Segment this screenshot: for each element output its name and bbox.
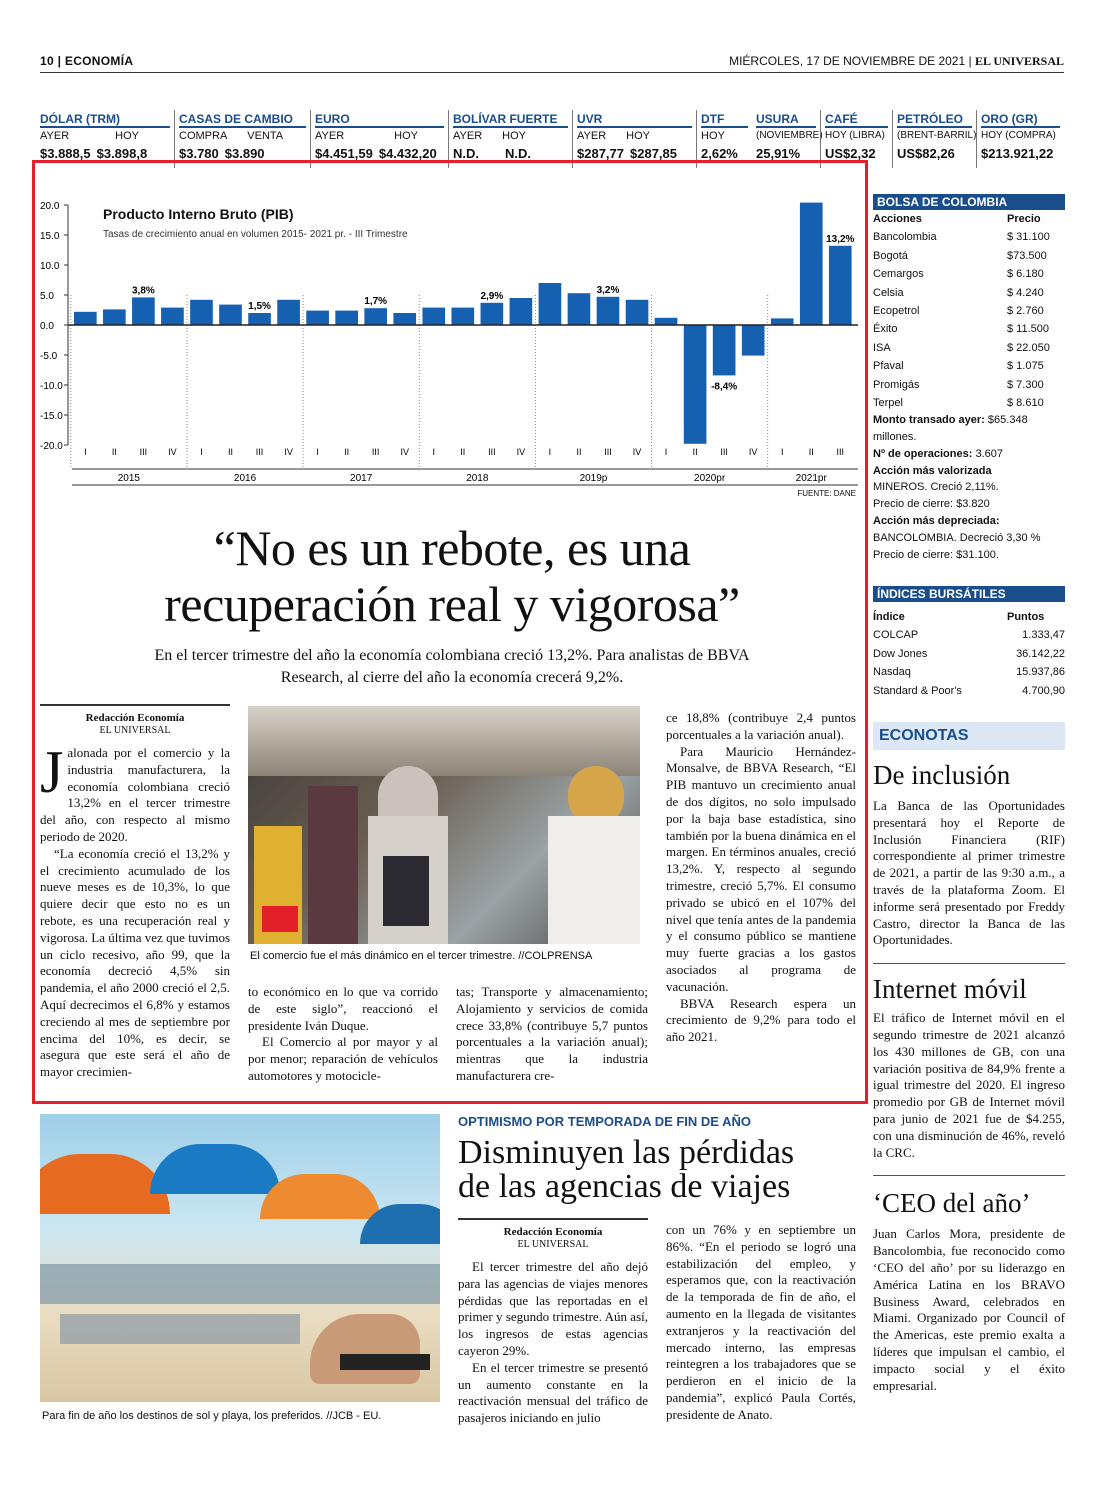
bar xyxy=(713,325,736,375)
bolsa-row: Bogotá $73.500 xyxy=(873,249,1047,262)
quarter-label: III xyxy=(488,447,496,457)
data-label: 2,9% xyxy=(480,290,504,302)
indices-panel: ÍNDICES BURSÁTILES Índice Puntos COLCAP 1.333,47 Dow Jones 36.142,22 Nasdaq 15.937,86 Standard & Poor's 4.700,90 xyxy=(873,586,1065,700)
bar xyxy=(597,297,620,325)
data-label: 1,5% xyxy=(248,301,271,312)
chart-subtitle: Tasas de crecimiento anual en volumen 2015- 2021 pr. - III Trimestre xyxy=(103,229,408,240)
ticker-casas-cambio: CASAS DE CAMBIO COMPRA VENTA $3.780 $3.890 xyxy=(174,110,310,168)
year-label: 2015 xyxy=(117,473,141,484)
ticker-bolivar: BOLÍVAR FUERTE AYER HOY N.D. N.D. xyxy=(448,110,572,168)
y-tick-label: 0.0 xyxy=(40,321,54,332)
page-date-label: MIÉRCOLES, 17 DE NOVIEMBRE DE 2021 | EL UNIVERSAL xyxy=(729,54,1064,68)
econotas-title: ECONOTAS xyxy=(873,722,1065,750)
quarter-label: I xyxy=(664,447,668,457)
quarter-label: III xyxy=(255,447,264,457)
ticker-uvr: UVR AYER HOY $287,77 $287,85 xyxy=(572,110,696,168)
quarter-label: IV xyxy=(632,447,642,457)
quarter-label: II xyxy=(111,447,117,457)
index-row: COLCAP 1.333,47 xyxy=(873,629,1065,642)
bolsa-row: Celsia $ 4.240 xyxy=(873,286,1044,299)
ticker-dolar: DÓLAR (TRM) AYER HOY $3.888,5 $3.898,8 xyxy=(40,110,174,168)
article2-col-1: Redacción Economía EL UNIVERSAL El tercer trimestre del año dejó para las agencias de viajes menores pérdidas que las reportadas en el primer y segundo trimestre. Aún así, los ingresos de estas agencias cayeron 29%. En el tercer trimestre se presentó un aumento constante en la reactivación mensual del tráfico de pasajeros iniciando en julio xyxy=(458,1218,648,1427)
page-section-label: 10 | ECONOMÍA xyxy=(40,54,134,68)
quarter-label: II xyxy=(460,447,466,457)
quarter-label: I xyxy=(316,447,319,457)
pib-bar-chart xyxy=(40,195,860,505)
index-row: Nasdaq 15.937,86 xyxy=(873,666,1065,679)
y-tick-label: -10.0 xyxy=(40,381,63,392)
bar xyxy=(742,325,765,356)
quarter-label: II xyxy=(692,447,698,457)
bar xyxy=(277,300,300,325)
y-tick-label: 20.0 xyxy=(40,201,60,212)
bolsa-title: BOLSA DE COLOMBIA xyxy=(873,194,1065,210)
y-tick-label: -5.0 xyxy=(40,351,58,362)
quarter-label: IV xyxy=(284,447,293,457)
bar xyxy=(422,308,445,325)
y-tick-label: -15.0 xyxy=(40,411,63,422)
data-label: 13,2% xyxy=(826,233,855,245)
index-row: Dow Jones 36.142,22 xyxy=(873,647,1065,660)
year-label: 2018 xyxy=(466,473,489,484)
quarter-label: I xyxy=(200,447,203,457)
bolsa-row: ISA $ 22.050 xyxy=(873,341,1050,354)
data-label: -8,4% xyxy=(711,381,738,393)
quarter-label: IV xyxy=(168,447,177,457)
nota-inclusion-title: De inclusión xyxy=(873,760,1011,790)
bar xyxy=(248,313,271,325)
bar xyxy=(829,246,852,325)
quarter-label: III xyxy=(836,447,845,457)
beach-photo xyxy=(40,1114,440,1402)
ticker-euro: EURO AYER HOY $4.451,59 $4.432,20 xyxy=(310,110,448,168)
quarter-label: III xyxy=(604,447,612,457)
quarter-label: IV xyxy=(748,447,758,457)
bar xyxy=(335,311,358,325)
quarter-label: III xyxy=(139,447,148,457)
bar xyxy=(539,283,562,325)
econotas-panel xyxy=(873,722,1065,1394)
bar xyxy=(219,305,242,325)
bar xyxy=(626,300,649,325)
year-label: 2019p xyxy=(579,473,608,484)
bolsa-row: Éxito $ 11.500 xyxy=(873,323,1050,336)
bar xyxy=(684,325,707,444)
year-label: 2020pr xyxy=(694,473,726,484)
bar xyxy=(655,318,678,325)
nota-internet-title: Internet móvil xyxy=(873,974,1027,1005)
ticker-dtf: DTF HOY 2,62% xyxy=(696,110,752,168)
year-label: 2021pr xyxy=(795,473,827,484)
y-tick-label: -20.0 xyxy=(40,441,63,452)
y-tick-label: 15.0 xyxy=(40,231,60,242)
bar xyxy=(510,298,533,325)
year-label: 2016 xyxy=(233,473,257,484)
article-col-1: Redacción Economía EL UNIVERSAL Jalonada por el comercio y la industria manufacturera, la economía colombiana creció 13,2% en el tercer trimestre del año, con respecto al mismo periodo de 2020. “La economía creció el 13,2% y el crecimiento acumulado de los nueve meses es de 10,3%, lo que quiere decir que esto no es un rebote, es una recuperación real y vigorosa. La última vez que tuvimos un ciclo recesivo, año 99, que la economía decreció 4,5% sin pandemia, el año 2000 creció el 2,5. Aquí decrecimos el 6,8% y estamos creciendo al mes de septiembre por encima del 10%, es decir, se asegura que este será el año de mayor crecimien- xyxy=(40,704,230,1081)
bar xyxy=(161,308,184,325)
bar xyxy=(74,312,97,325)
quarter-label: I xyxy=(548,447,552,457)
bar xyxy=(132,297,155,325)
header-rule xyxy=(40,72,1064,73)
y-tick-label: 5.0 xyxy=(40,291,54,302)
bar xyxy=(771,318,794,325)
quarter-label: IV xyxy=(400,447,409,457)
indices-title: ÍNDICES BURSÁTILES xyxy=(873,586,1065,602)
article2-col-2: con un 76% y en septiembre un 86%. “En el periodo se logró una estabilización del empleo, y esperamos que, con la reactivación de la temporada de fin de año, el aumento en la llegada de visitantes extranjeros y la reactivación del mercado interno, las empresas reintegren a los trabajadores que se perdieron en el inicio de la pandemia”, explicó Paula Cortés, presidente de Anato. xyxy=(666,1222,856,1422)
quarter-label: I xyxy=(432,447,436,457)
bolsa-row: Promigás $ 7.300 xyxy=(873,378,1044,391)
commerce-photo xyxy=(248,706,640,944)
article-lede: En el tercer trimestre del año la economía colombiana creció 13,2%. Para analistas de BBVA Research, al cierre del año la economía crecerá 9,2%. xyxy=(154,647,750,686)
data-label: 1,7% xyxy=(364,296,388,308)
ticker-oro: ORO (GR) HOY (COMPRA) $213.921,22 xyxy=(976,110,1064,168)
quarter-label: III xyxy=(720,447,728,457)
bar xyxy=(393,313,416,325)
bar xyxy=(190,300,213,325)
article2-kicker: OPTIMISMO POR TEMPORADA DE FIN DE AÑO xyxy=(458,1114,751,1129)
bolsa-panel: BOLSA DE COLOMBIA Acciones Precio Bancolombia $ 31.100 Bogotá $73.500 Cemargos $ 6.180 Celsia $ 4.240 Ecopetrol $ 2.760 Éxito $ 11.500 ISA $ 22.050 Pfaval $ 1.075 Promigás $ 7.300 Terpel $ 8.610 Monto transado ayer: $65.348 millones. Nº de operaciones: 3.607 Acción más valorizada MINEROS. Creció 2,11%. Precio de cierre: $3.820 Acción más depreciada: BANCOLOMBIA. Decreció 3,30 % Precio de cierre: $31.100. xyxy=(873,194,1065,563)
quarter-label: I xyxy=(780,447,784,457)
quarter-label: II xyxy=(228,447,234,457)
nota-inclusion-body: La Banca de las Oportunidades presentará hoy el Reporte de Inclusión Financiera (RIF) correspondiente al primer trimestre de 2021, a partir de las 9:30 a.m., a través de la plataforma Zoom. El informe será presentado por Freddy Castro, director la Banca de las Oportunidades. xyxy=(873,798,1065,948)
bar xyxy=(306,311,329,325)
chart-source: FUENTE: DANE xyxy=(797,489,856,498)
bolsa-row: Cemargos $ 6.180 xyxy=(873,268,1044,281)
bolsa-row: Pfaval $ 1.075 xyxy=(873,360,1044,373)
article2-headline: Disminuyen las pérdidas de las agencias de viajes xyxy=(458,1134,795,1205)
bolsa-row: Terpel $ 8.610 xyxy=(873,396,1044,409)
bolsa-row: Ecopetrol $ 2.760 xyxy=(873,304,1044,317)
quarter-label: II xyxy=(576,447,582,457)
article-headline: “No es un rebote, es una recuperación real y vigorosa” xyxy=(164,520,740,632)
quarter-label: IV xyxy=(516,447,526,457)
ticker-usura: USURA (NOVIEMBRE) 25,91% xyxy=(756,112,823,161)
quarter-label: II xyxy=(808,447,814,457)
nota-ceo-body: Juan Carlos Mora, presidente de Bancolombia, fue reconocido como ‘CEO del año’ por su liderazgo en América Latina en los BRAVO Business Award, celebrados en Miami. Organizado por Council of the Americas, este premio exalta a líderes que impulsan el cambio, el impacto social y el éxito empresarial. xyxy=(873,1226,1065,1393)
bar xyxy=(800,203,823,325)
data-label: 3,8% xyxy=(132,285,155,297)
chart-title: Producto Interno Bruto (PIB) xyxy=(103,206,294,222)
bar xyxy=(451,308,474,325)
article-col-2: to económico en lo que va corrido de este siglo”, reaccionó el presidente Iván Duque. El Comercio al por mayor y al por menor; reparación de vehículos automotores y motocicle- xyxy=(248,984,438,1083)
beach-photo-caption: Para fin de año los destinos de sol y playa, los preferidos. //JCB - EU. xyxy=(42,1410,382,1422)
bar xyxy=(364,308,387,325)
nota-internet-body: El tráfico de Internet móvil en el segundo trimestre de 2021 alcanzó los 430 millones de GB, con una variación positiva de 84,9% frente a igual trimestre del 2020. El ingreso promedio por GB de Internet móvil para junio de 2021 fue de $4.255, con una disminución de 46%, reveló la CRC. xyxy=(873,1010,1065,1160)
dropcap: J xyxy=(40,739,64,805)
bar xyxy=(103,309,126,325)
year-label: 2017 xyxy=(350,473,373,484)
ticker-cafe: CAFÉ HOY (LIBRA) US$2,32 xyxy=(820,110,892,168)
bar xyxy=(568,293,591,325)
bar xyxy=(481,303,504,325)
quarter-label: II xyxy=(344,447,350,457)
photo-caption: El comercio fue el más dinámico en el tercer trimestre. //COLPRENSA xyxy=(250,950,593,962)
article-col-4: ce 18,8% (contribuye 2,4 puntos porcentuales a la variación anual). Para Mauricio Hernández-Monsalve, de BBVA Research, “El PIB mantuvo un crecimiento anual de dos dígitos, no solo impulsado por la baja base estadística, sino también por la buena dinámica en el margen. En términos anuales, creció 13,2%. Y, respecto al segundo trimestre, creció 5,7%. El consumo privado se ubicó en el 107% del nivel que tenía antes de la pandemia y el consumo público se mantiene muy fuerte gracias a los gastos asociados al programa de vacunación. BBVA Research espera un crecimiento de 9,2% para todo el año 2021. xyxy=(666,710,856,1045)
quarter-label: III xyxy=(371,447,380,457)
index-row: Standard & Poor's 4.700,90 xyxy=(873,684,1065,697)
ticker-petroleo: PETRÓLEO (BRENT-BARRIL) US$82,26 xyxy=(892,110,976,168)
article-col-3: tas; Transporte y almacenamiento; Alojamiento y servicios de comida crece 33,8% (contribuye 5,7 puntos porcentuales a la variación anual); mientras que la industria manufacturera cre- xyxy=(456,984,648,1083)
quarter-label: I xyxy=(84,447,87,457)
nota-ceo-title: ‘CEO del año’ xyxy=(873,1188,1031,1219)
bolsa-row: Bancolombia $ 31.100 xyxy=(873,231,1050,244)
y-tick-label: 10.0 xyxy=(40,261,60,272)
data-label: 3,2% xyxy=(596,284,620,296)
